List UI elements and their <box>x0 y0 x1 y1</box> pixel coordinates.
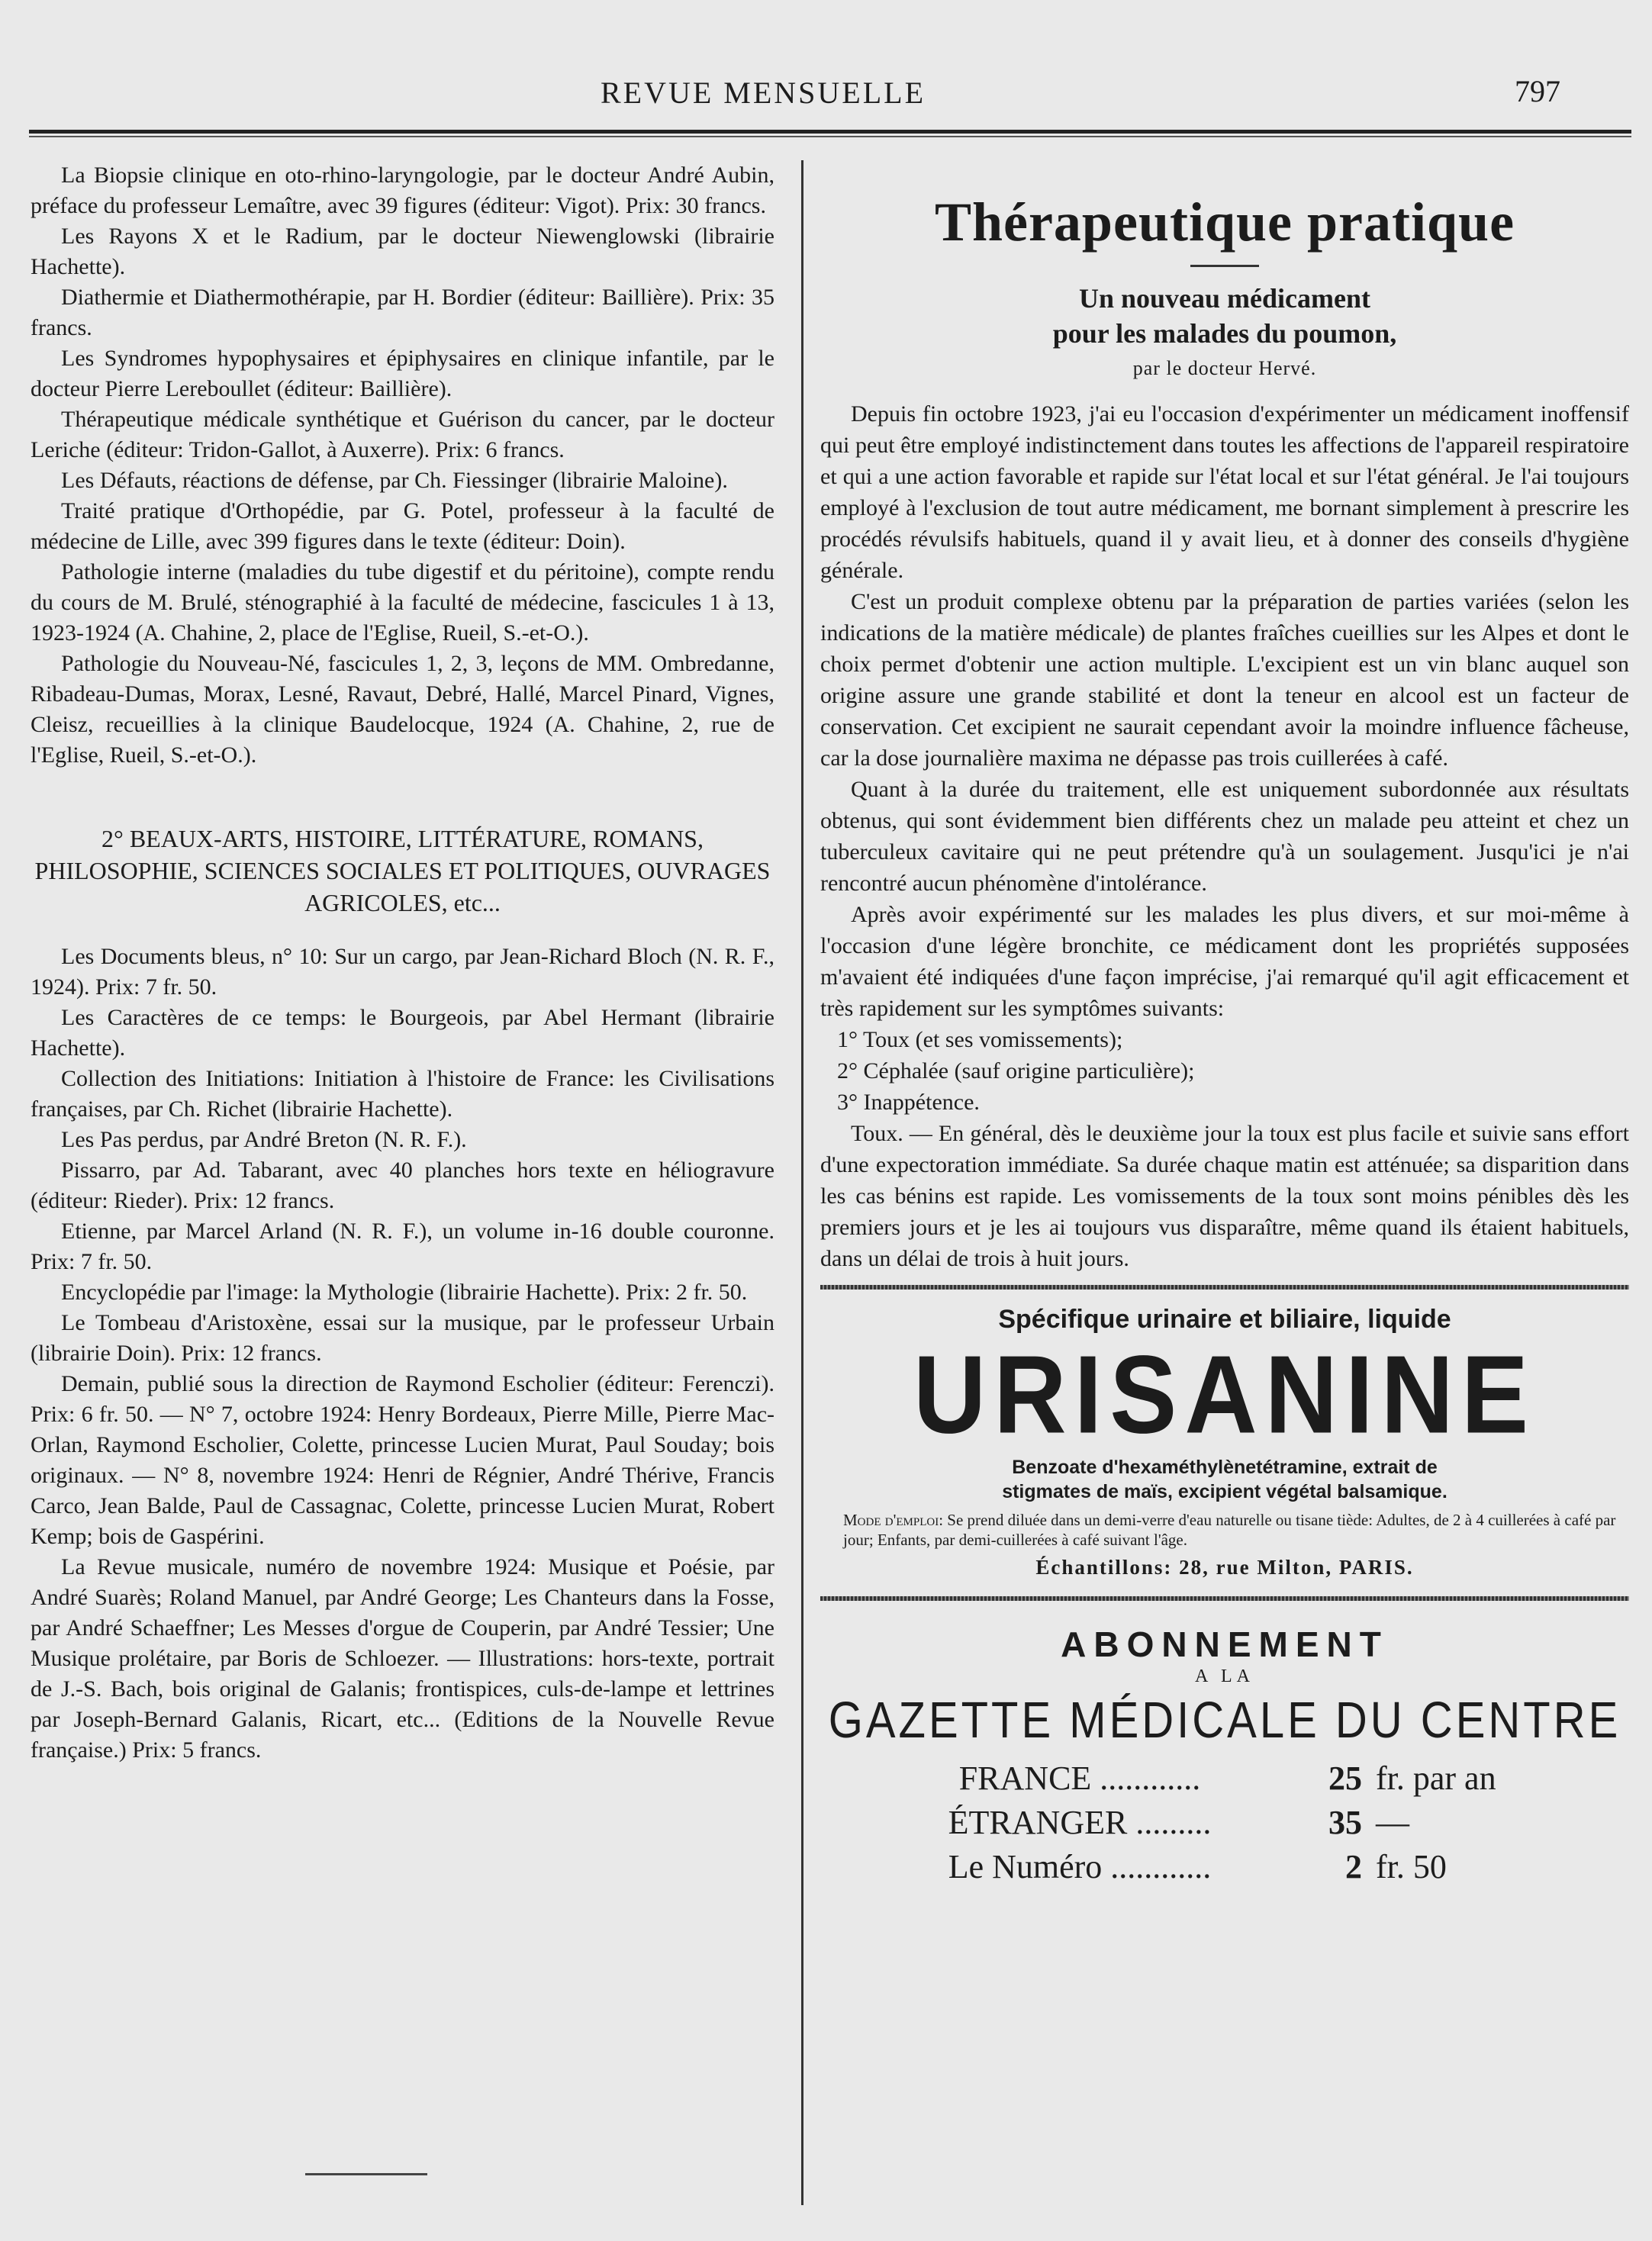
ad-brand-name: URISANINE <box>913 1332 1537 1457</box>
article-subtitle: Un nouveau médicament <box>1078 283 1370 314</box>
book-entry: Pathologie interne (maladies du tube digestif et du péritoine), compte rendu du cours de M. Brulé, sténographié à la faculté de médecine, fascicules 1 à 13, 1923-1924 (A. Chahine, 2, place de l'Eglise, Rueil, S.-et-O.). <box>31 559 774 646</box>
book-entry: Le Tombeau d'Aristoxène, essai sur la musique, par le professeur Urbain (librairie Doin). Prix: 12 francs. <box>31 1310 774 1366</box>
price-row <box>881 1845 1629 1889</box>
section-heading: 2° BEAUX-ARTS, HISTOIRE, LITTÉRATURE, ROMANS, PHILOSOPHIE, SCIENCES SOCIALES ET POLITIQUES, OUVRAGES AGRICOLES, etc... <box>34 825 771 916</box>
book-entry: La Biopsie clinique en oto-rhino-laryngologie, par le docteur André Aubin, préface du professeur Lemaître, avec 39 figures (éditeur: Vigot). Prix: 30 francs. <box>31 163 774 218</box>
subscription-a-la: A LA <box>1195 1666 1254 1686</box>
article-paragraph: Après avoir expérimenté sur les malades les plus divers, et sur moi-même à l'occasion d'une légère bronchite, ce médicament dont les propriétés supposées m'avaient été indiquées d'une façon imprécise, j'ai remarqué qu'il agit efficacement et très rapidement sur les symptômes suivants: <box>820 902 1629 1021</box>
book-entry: La Revue musicale, numéro de novembre 1924: Musique et Poésie, par André Suarès; Roland Manuel, par André George; Les Chanteurs dans la Fosse, par André Schaeffner; Les Messes d'orgue de Couperin, par André Tessier; Une Musique prolétaire, par Boris de Schloezer. — Illustrations: hors-texte, portrait de J.-S. Bach, bois original de Galanis; frontispices, culs-de-lampe et lettrines par Joseph-Bernard Galanis, Ricart, etc... (Editions de la Nouvelle Revue française.) Prix: 5 francs. <box>31 1554 774 1763</box>
book-entry: Traité pratique d'Orthopédie, par G. Potel, professeur à la faculté de médecine de Lille, avec 399 figures dans le texte (éditeur: Doin). <box>31 498 774 554</box>
article-byline: par le docteur Hervé. <box>1132 357 1317 379</box>
book-entry: Thérapeutique médicale synthétique et Guérison du cancer, par le docteur Leriche (éditeur: Tridon-Gallot, à Auxerre). Prix: 6 francs. <box>31 407 774 462</box>
book-entry: Etienne, par Marcel Arland (N. R. F.), un volume in-16 double couronne. Prix: 7 fr. 50. <box>31 1219 774 1274</box>
gazette-name: GAZETTE MÉDICALE DU CENTRE <box>828 1692 1621 1749</box>
book-entry: Encyclopédie par l'image: la Mythologie (librairie Hachette). Prix: 2 fr. 50. <box>61 1280 748 1305</box>
symptom-item: 2° Céphalée (sauf origine particulière); <box>837 1058 1195 1083</box>
subscription-title: ABONNEMENT <box>1061 1624 1389 1664</box>
book-entry: Les Pas perdus, par André Breton (N. R. F.). <box>61 1127 467 1152</box>
ad-border-top <box>820 1285 1629 1290</box>
article-paragraph: Quant à la durée du traitement, elle est uniquement subordonnée aux résultats obtenus, qui sont évidemment bien différents chez un malade peu atteint et chez un tuberculeux cavitaire qui ne peut prétendre qu'à un soulagement. Jusqu'ici je n'ai rencontré aucun phénomène d'intolérance. <box>820 777 1629 896</box>
price-amount: 35 <box>1328 1804 1362 1841</box>
price-amount: 25 <box>1328 1760 1362 1797</box>
price-row <box>881 1801 1629 1845</box>
title-rule <box>1190 265 1259 267</box>
book-entry: Diathermie et Diathermothérapie, par H. Bordier (éditeur: Baillière). Prix: 35 francs. <box>31 285 774 340</box>
urisanine-ad <box>820 1305 1629 1579</box>
article-paragraph: C'est un produit complexe obtenu par la préparation de parties variées (selon les indications de la matière médicale) de plantes fraîches cueillies sur les Alpes et dont le choix permet d'obtenir une action multiple. L'excipient est un vin blanc auquel son origine assure une grande stabilité et dont la teneur en alcool est un facteur de conservation. Cet excipient ne saurait cependant avoir la moindre influence fâcheuse, car la dose journalière maxima ne dépasse pas trois cuillerées à café. <box>820 589 1629 771</box>
price-row <box>881 1756 1629 1801</box>
ad-usage-label: Mode d'emploi: <box>843 1511 944 1529</box>
book-entry: Pathologie du Nouveau-Né, fascicules 1, 2, 3, leçons de MM. Ombredanne, Ribadeau-Dumas, Morax, Lesné, Ravaut, Debré, Hallé, Marcel Pinard, Vignes, Cleisz, recueillies à la clinique Baudelocque, 1924 (A. Chahine, 2, rue de l'Eglise, Rueil, S.-et-O.). <box>31 651 774 768</box>
running-title: REVUE MENSUELLE <box>600 76 926 110</box>
article-subtitle: pour les malades du poumon, <box>1052 318 1397 349</box>
price-label: FRANCE ............ <box>958 1760 1201 1797</box>
symptom-item: 1° Toux (et ses vomissements); <box>837 1027 1123 1052</box>
ad-samples-address: Échantillons: 28, rue Milton, PARIS. <box>1035 1556 1414 1579</box>
article-column <box>820 160 1629 1889</box>
book-entry: Pissarro, par Ad. Tabarant, avec 40 planches hors texte en héliogravure (éditeur: Rieder). Prix: 12 francs. <box>31 1158 774 1213</box>
book-entry: Les Défauts, réactions de défense, par Ch. Fiessinger (librairie Maloine). <box>61 468 728 493</box>
header-rule <box>29 130 1631 134</box>
book-entry: Les Syndromes hypophysaires et épiphysaires en clinique infantile, par le docteur Pierre Lereboullet (éditeur: Baillière). <box>31 346 774 401</box>
ad-usage <box>843 1510 1629 1550</box>
price-unit: fr. par an <box>1376 1760 1496 1797</box>
ad-description: Benzoate d'hexaméthylènetétramine, extrait de <box>1012 1457 1438 1478</box>
header-rule-thin <box>29 136 1631 137</box>
book-entry: Les Caractères de ce temps: le Bourgeois, par Abel Hermant (librairie Hachette). <box>31 1005 774 1061</box>
price-unit: fr. 50 <box>1376 1848 1447 1885</box>
article-paragraph: Toux. — En général, dès le deuxième jour la toux est plus facile et suivie sans effort d'une expectoration immédiate. Sa durée chaque matin est atténuée; sa disparition dans les cas bénins est rapide. Les vomissements de la toux sont moins pénibles dès les premiers jours et je les ai toujours vus disparaître, même quand ils étaient habituels, dans un délai de trois à huit jours. <box>820 1121 1629 1271</box>
page-number: 797 <box>1515 74 1560 108</box>
symptom-item: 3° Inappétence. <box>837 1090 980 1115</box>
article-title: Thérapeutique pratique <box>934 192 1515 253</box>
book-entry: Collection des Initiations: Initiation à l'histoire de France: les Civilisations françaises, par Ch. Richet (librairie Hachette). <box>31 1066 774 1122</box>
book-entry: Les Documents bleus, n° 10: Sur un cargo, par Jean-Richard Bloch (N. R. F., 1924). Prix: 7 fr. 50. <box>31 944 774 1000</box>
price-label: Le Numéro ............ <box>948 1848 1212 1885</box>
arts-books-list <box>31 942 774 1766</box>
article-paragraph: Depuis fin octobre 1923, j'ai eu l'occasion d'expérimenter un médicament inoffensif qui peut être employé indistinctement dans toutes les affections de l'appareil respiratoire et qui a une action favorable et rapide sur l'état local et sur l'état général. Je l'ai toujours employé à l'exclusion de tout autre médicament, me bornant simplement à prescrire les procédés révulsifs habituels, quand il y avait lieu, et à donner des conseils d'hygiène générale. <box>820 401 1629 583</box>
book-entry: Demain, publié sous la direction de Raymond Escholier (éditeur: Ferenczi). Prix: 6 fr. 50. — N° 7, octobre 1924: Henry Bordeaux, Pierre Mille, Pierre Mac-Orlan, Raymond Escholier, Colette, princesse Lucien Murat, Paul Souday; bois originaux. — N° 8, novembre 1924: Henri de Régnier, André Thérive, Francis Carco, Jean Balde, Paul de Cassagnac, Colette, princesse Lucien Murat, Robert Kemp; bois de Gaspérini. <box>31 1371 774 1549</box>
ad-usage-text: Se prend diluée dans un demi-verre d'eau naturelle ou tisane tiède: Adultes, de 2 à 4 cuillerées à café par jour; Enfants, par demi-cuillerées à café suivant l'âge. <box>843 1511 1616 1549</box>
price-label: ÉTRANGER ......... <box>948 1804 1212 1841</box>
price-amount: 2 <box>1345 1848 1362 1885</box>
column-divider <box>801 160 803 2205</box>
price-unit: — <box>1376 1804 1409 1841</box>
book-entry: Les Rayons X et le Radium, par le docteur Niewenglowski (librairie Hachette). <box>31 224 774 279</box>
ad-description: stigmates de maïs, excipient végétal balsamique. <box>1002 1481 1448 1502</box>
ad-tagline: Spécifique urinaire et biliaire, liquide <box>998 1305 1451 1334</box>
book-list-column <box>31 160 774 1766</box>
column-end-rule <box>305 2173 427 2175</box>
ad-border-middle <box>820 1596 1629 1601</box>
medicine-books-list <box>31 160 774 771</box>
subscription-ad <box>820 1624 1629 1889</box>
